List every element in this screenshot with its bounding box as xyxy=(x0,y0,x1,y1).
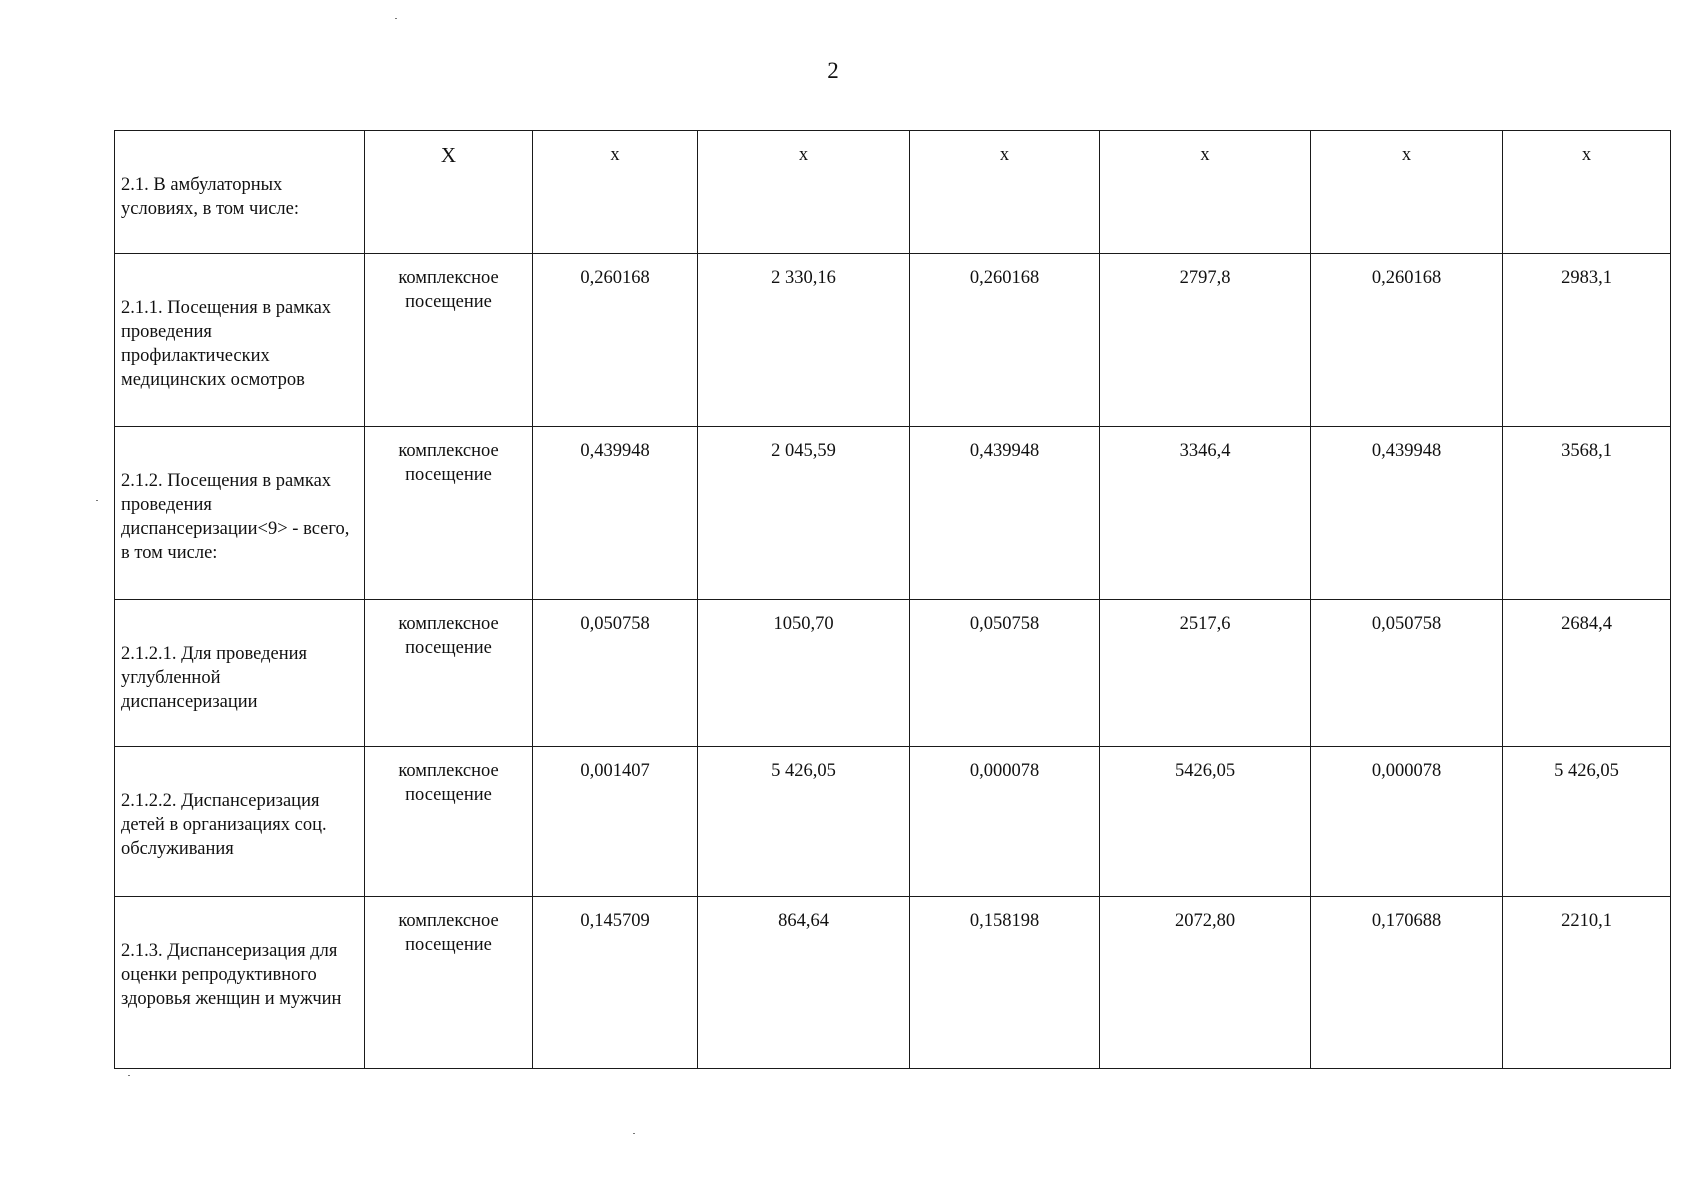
unit-cell: комплексное посещение xyxy=(365,747,533,897)
value-cell: 2 045,59 xyxy=(698,427,910,600)
value-cell: 1050,70 xyxy=(698,600,910,747)
scan-speck xyxy=(96,500,98,501)
unit-cell: комплексное посещение xyxy=(365,427,533,600)
value-cell: 5 426,05 xyxy=(1503,747,1671,897)
value-cell: 0,260168 xyxy=(533,254,698,427)
value-cell: 2684,4 xyxy=(1503,600,1671,747)
value-cell: 0,439948 xyxy=(910,427,1100,600)
value-cell: 0,000078 xyxy=(910,747,1100,897)
value-cell: 2517,6 xyxy=(1100,600,1311,747)
value-cell: 3568,1 xyxy=(1503,427,1671,600)
unit-cell: X xyxy=(365,131,533,254)
row-label: 2.1.2.1. Для проведения углубленной диспансеризации xyxy=(115,600,365,747)
row-label: 2.1. В амбулаторных условиях, в том числе: xyxy=(115,131,365,254)
row-label: 2.1.2. Посещения в рамках проведения диспансеризации<9> - всего, в том числе: xyxy=(115,427,365,600)
row-label: 2.1.2.2. Диспансеризация детей в организациях соц. обслуживания xyxy=(115,747,365,897)
value-cell: 0,439948 xyxy=(533,427,698,600)
unit-cell: комплексное посещение xyxy=(365,254,533,427)
value-cell: 0,050758 xyxy=(533,600,698,747)
row-label: 2.1.3. Диспансеризация для оценки репродуктивного здоровья женщин и мужчин xyxy=(115,897,365,1069)
value-cell: 2210,1 xyxy=(1503,897,1671,1069)
table-row xyxy=(115,897,1671,1069)
scan-speck xyxy=(633,1133,635,1134)
value-cell: 0,439948 xyxy=(1311,427,1503,600)
scan-speck xyxy=(128,1075,130,1076)
value-cell: 3346,4 xyxy=(1100,427,1311,600)
value-cell: x xyxy=(910,131,1100,254)
value-cell: 0,001407 xyxy=(533,747,698,897)
data-table xyxy=(114,130,1671,1069)
value-cell: x xyxy=(533,131,698,254)
table-row xyxy=(115,600,1671,747)
unit-cell: комплексное посещение xyxy=(365,897,533,1069)
value-cell: 0,260168 xyxy=(910,254,1100,427)
row-label: 2.1.1. Посещения в рамках проведения профилактических медицинских осмотров xyxy=(115,254,365,427)
page-number: 2 xyxy=(827,58,839,83)
value-cell: 2 330,16 xyxy=(698,254,910,427)
value-cell: 5 426,05 xyxy=(698,747,910,897)
value-cell: x xyxy=(1503,131,1671,254)
value-cell: x xyxy=(1100,131,1311,254)
value-cell: 5426,05 xyxy=(1100,747,1311,897)
value-cell: 0,050758 xyxy=(910,600,1100,747)
value-cell: 0,158198 xyxy=(910,897,1100,1069)
value-cell: 2797,8 xyxy=(1100,254,1311,427)
value-cell: x xyxy=(698,131,910,254)
table-row xyxy=(115,427,1671,600)
unit-cell: комплексное посещение xyxy=(365,600,533,747)
value-cell: 0,170688 xyxy=(1311,897,1503,1069)
value-cell: 864,64 xyxy=(698,897,910,1069)
table-row xyxy=(115,747,1671,897)
table-row xyxy=(115,131,1671,254)
value-cell: 2072,80 xyxy=(1100,897,1311,1069)
value-cell: 2983,1 xyxy=(1503,254,1671,427)
value-cell: 0,145709 xyxy=(533,897,698,1069)
value-cell: 0,050758 xyxy=(1311,600,1503,747)
table-row xyxy=(115,254,1671,427)
value-cell: 0,260168 xyxy=(1311,254,1503,427)
scan-speck xyxy=(395,18,397,19)
value-cell: 0,000078 xyxy=(1311,747,1503,897)
value-cell: x xyxy=(1311,131,1503,254)
